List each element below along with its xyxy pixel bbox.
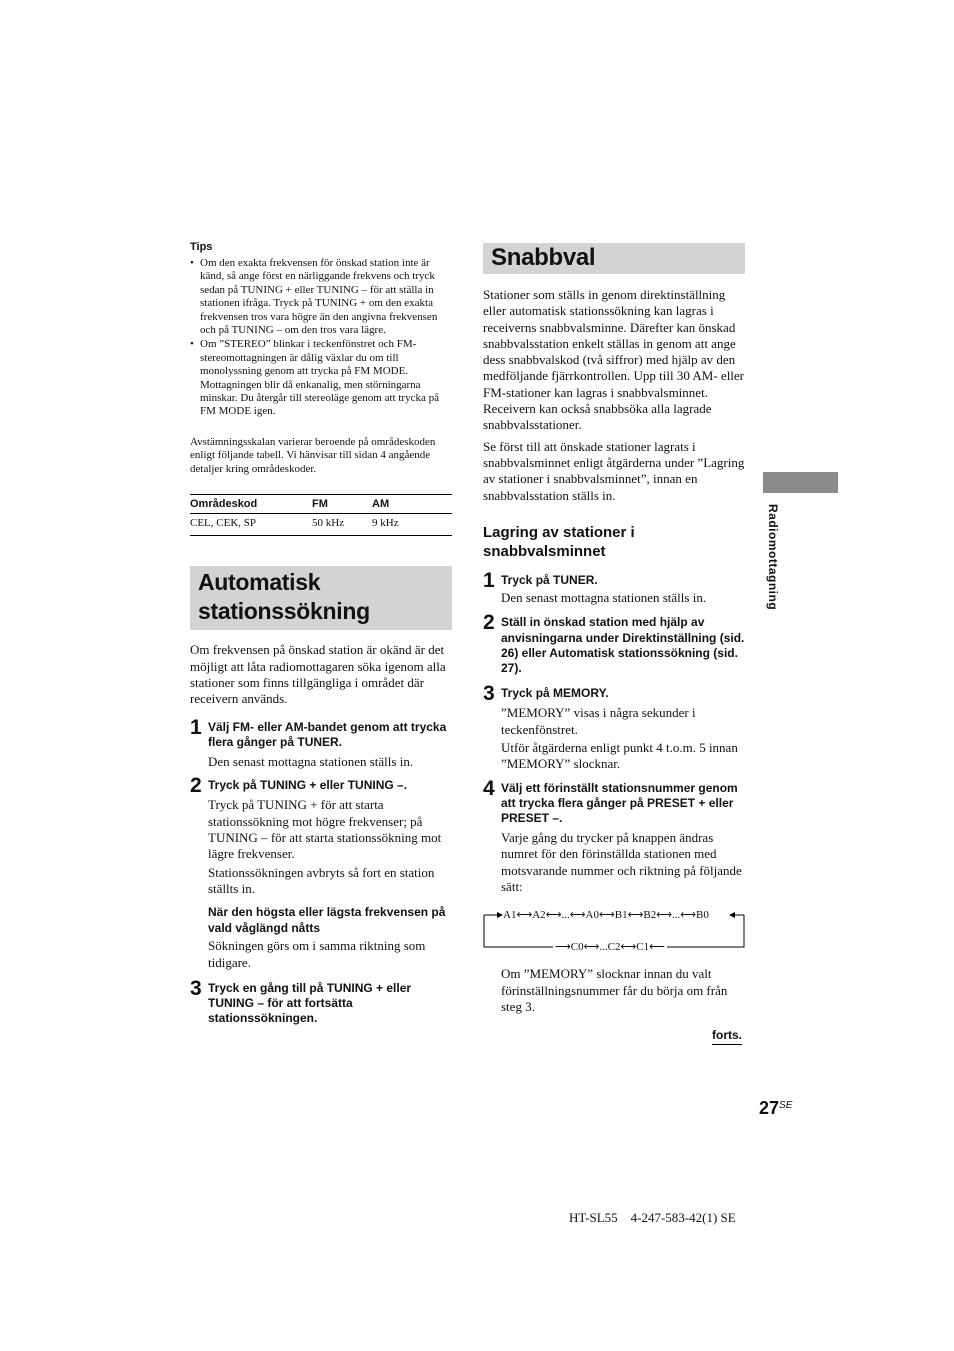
table-header: FM (312, 495, 372, 514)
auto-step-1 (190, 715, 452, 771)
tuning-note: Avstämningsskalan varierar beroende på områdeskoden enligt följande tabell. Vi hänvisar till sidan 4 angående detaljer kring områdeskoder. (190, 435, 436, 475)
auto-step-3 (190, 976, 452, 1027)
double-arrow-icon: ⟷ (545, 909, 562, 922)
left-column (190, 241, 452, 1026)
side-tab-text: Radiomottagning (766, 504, 780, 611)
double-arrow-icon: ⟷ (569, 909, 586, 922)
preset-label: B2 (643, 909, 657, 922)
memory-step-1 (483, 568, 745, 607)
double-arrow-icon: ⟷ (516, 909, 533, 922)
preset-label: B1 (614, 909, 628, 922)
tips-title: Tips (190, 241, 213, 253)
double-arrow-icon: ⟷ (680, 909, 697, 922)
auto-intro: Om frekvensen på önskad station är okänd är det möjligt att låta radiomottagaren söka igenom alla stationer som finns tillgängliga i området där receivern används. (190, 642, 446, 707)
preset-label: ... (671, 909, 681, 922)
preset-label: C0 (570, 941, 584, 954)
table-cell: CEL, CEK, SP (190, 514, 312, 536)
continued-label: forts. (712, 1028, 742, 1045)
step-number: 2 (483, 611, 495, 635)
preset-label: C1 (636, 941, 650, 954)
preset-label: A1 (503, 909, 517, 922)
tips-item: • Om den exakta frekvensen för önskad station inte är känd, så ange först en närliggande frekvens och tryck sedan på TUNING + eller TUNING – för att ställa in stationen ifråga. Tryck på TUNING + om den exakta frekvensen tros vara högre än den angivna frekvensen och på TUNING – om den tros vara lägre. (190, 257, 452, 337)
memory-after-note: Om ”MEMORY” slocknar innan du valt förinställningsnummer får du börja om från steg 3. (501, 966, 728, 1014)
diagram-top-row (503, 908, 709, 921)
diagram-bottom-row (553, 940, 667, 953)
table-header-row (190, 495, 452, 514)
step-body: ”MEMORY” visas i några sekunder i teckenfönstret. (501, 705, 696, 737)
preset-label: A2 (532, 909, 546, 922)
memory-subheading (483, 523, 745, 561)
footer-code: HT-SL55 4-247-583-42(1) SE (569, 1210, 736, 1225)
page-number (759, 1098, 792, 1119)
step-number: 3 (190, 976, 202, 1000)
snabbval-para1: Stationer som ställs in genom direktinställning eller automatisk stationssökning kan lagras i receiverns snabbvalsminne. Därefter kan önskad snabbvalsstation enkelt ställas in genom att ange dess snabbvalskod (två siffror) med hjälp av den medföljande fjärrkontrollen. Upp till 30 AM- eller FM-stationer kan lagras i snabbvalsminnet. Receivern kan också snabbsöka alla lagrade snabbvalsstationer. (483, 287, 745, 433)
snabbval-heading: Snabbval (483, 243, 745, 274)
step-title: Tryck på MEMORY. (501, 686, 609, 701)
step-title: Tryck en gång till på TUNING + eller TUNING – för att fortsätta stationssökningen. (208, 980, 412, 1026)
subheading-line: snabbvalsminnet (483, 542, 606, 560)
region-table (190, 494, 452, 536)
step-body: Utför åtgärderna enligt punkt 4 t.o.m. 5 innan ”MEMORY” slocknar. (501, 739, 738, 772)
step-subtitle: När den högsta eller lägsta frekvensen på vald våglängd nåtts (208, 905, 446, 935)
heading-line: Automatisk (198, 569, 321, 596)
tips-item: • Om ”STEREO” blinkar i teckenfönstret och FM-stereomottagningen är dålig växlar du om till monolyssning genom att trycka på FM MODE. Mottagningen blir då enkanalig, men störningarna minskar. Du återgår till stereoläge genom att trycka på FM MODE igen. (190, 338, 452, 418)
arrow-icon: ⟵ (649, 941, 665, 954)
preset-label: B0 (696, 909, 709, 922)
preset-cycle-diagram (483, 904, 745, 954)
step-body: Stationssökningen avbryts så fort en station ställts in. (208, 864, 435, 896)
page-suffix: SE (779, 1100, 793, 1111)
preset-label: A0 (585, 909, 599, 922)
preset-label: ...C2 (599, 941, 621, 954)
arrow-icon: ⟶ (555, 941, 571, 954)
double-arrow-icon: ⟷ (598, 909, 615, 922)
page-number-value: 27 (759, 1098, 780, 1118)
tips-list (190, 257, 452, 419)
table-cell: 50 kHz (312, 514, 372, 536)
snabbval-para2: Se först till att önskade stationer lagrats i snabbvalsminnet enligt åtgärderna under ”Lagring av stationer i snabbvalsminnet”, innan en snabbvalsstation ställs in. (483, 438, 745, 503)
table-header: Områdeskod (190, 495, 312, 514)
step-subbody: Sökningen görs om i samma riktning som tidigare. (208, 938, 426, 970)
memory-step-4 (483, 776, 745, 896)
step-title: Välj ett förinställt stationsnummer genom att trycka flera gånger på PRESET + eller PRESET –. (501, 780, 738, 825)
heading-line: stationssökning (198, 598, 370, 625)
table-row (190, 514, 452, 536)
step-number: 1 (483, 568, 495, 592)
step-body: Den senast mottagna stationen ställs in. (501, 590, 707, 606)
step-number: 4 (483, 776, 495, 800)
subheading-line: Lagring av stationer i (483, 523, 635, 541)
step-title: Tryck på TUNING + eller TUNING –. (208, 778, 408, 793)
double-arrow-icon: ⟷ (627, 909, 644, 922)
step-body: Varje gång du trycker på knappen ändras numret för den förinställda stationen med motsvarande nummer och riktning på följande sätt: (501, 830, 742, 895)
step-number: 3 (483, 682, 495, 706)
preset-label: ... (561, 909, 570, 922)
step-title: Ställ in önskad station med hjälp av anvisningarna under Direktinställning (sid. 26) eller Automatisk stationssökning (sid. 27). (501, 615, 745, 675)
step-number: 2 (190, 774, 202, 798)
double-arrow-icon: ⟷ (583, 941, 600, 954)
step-body: Tryck på TUNING + för att starta stationssökning mot högre frekvenser; på TUNING – för att starta stationssökning mot lägre frekvenser. (208, 797, 442, 862)
table-header: AM (372, 495, 452, 514)
section-tab-marker (763, 472, 838, 493)
step-number: 1 (190, 715, 202, 739)
auto-step-2 (190, 774, 452, 971)
side-tab-label (766, 504, 784, 644)
step-title: Välj FM- eller AM-bandet genom att trycka flera gånger på TUNER. (208, 719, 447, 749)
memory-step-3 (483, 682, 745, 772)
step-body: Den senast mottagna stationen ställs in. (208, 753, 414, 769)
table-cell: 9 kHz (372, 514, 452, 536)
double-arrow-icon: ⟷ (656, 909, 672, 922)
right-column (483, 243, 745, 1015)
double-arrow-icon: ⟷ (620, 941, 637, 954)
memory-step-2 (483, 611, 745, 676)
step-title: Tryck på TUNER. (501, 572, 598, 587)
auto-search-heading (190, 566, 452, 630)
